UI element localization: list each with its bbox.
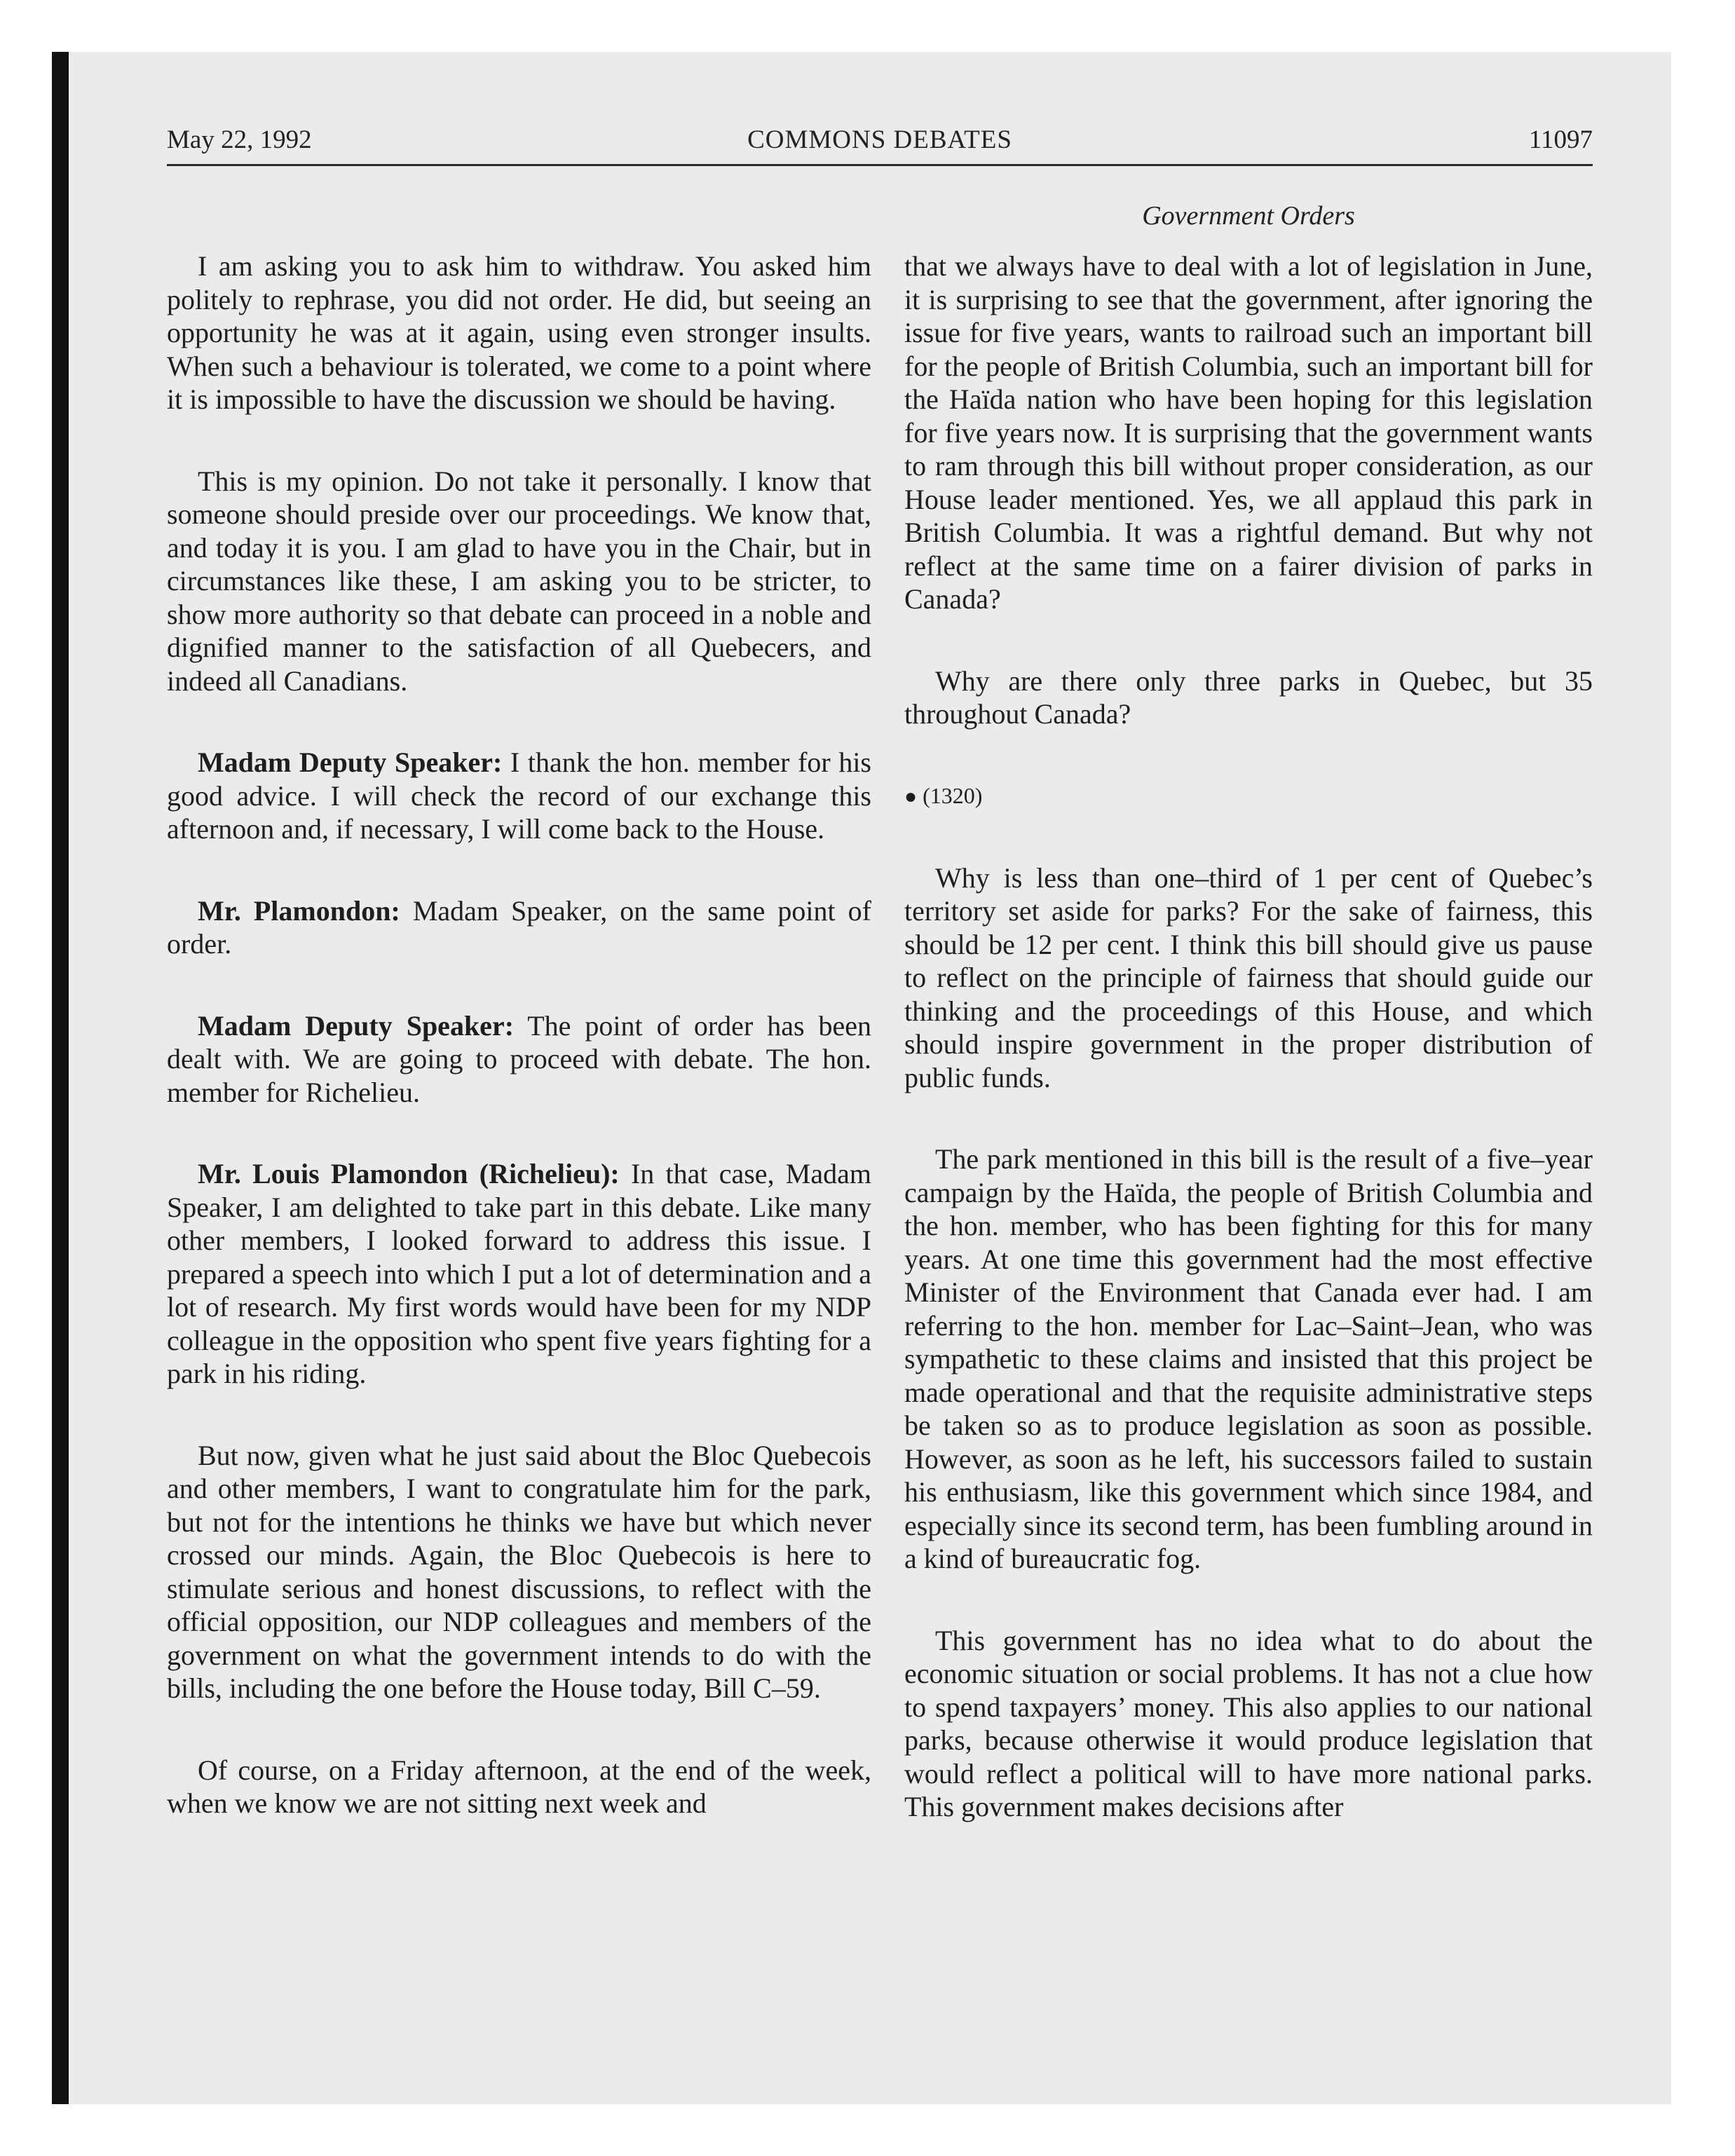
paragraph-text: But now, given what he just said about the Bloc Quebecois and other members, I want to congratulate him for the park, but not for the intentions he thinks we have but which never crossed our minds. Again, the Bloc Quebecois is here to stimulate serious and honest discussions, to reflect with the official opposition, our NDP colleagues and members of the government on what the government intends to do with the bills, including the one before the House today, Bill C–59. <box>167 1439 871 1704</box>
paragraph: This government has no idea what to do about the economic situation or social problems. It has not a clue how to spend taxpayers’ money. This also applies to our national parks, because otherwise it would produce legislation that would reflect a political will to have more national parks. This government makes decisions after <box>904 1624 1593 1822</box>
header-page-number: 11097 <box>1528 125 1593 154</box>
speaker-name: Mr. Plamondon: <box>198 894 400 927</box>
header-date: May 22, 1992 <box>167 125 312 154</box>
paragraph <box>167 1754 871 1820</box>
paragraph <box>167 1439 871 1705</box>
paragraph: Why is less than one–third of 1 per cent of Quebec’s territory set aside for parks? For the sake of fairness, this should be 12 per cent. I think this bill should give us pause to reflect on the principle of fairness that should guide our thinking and the proceedings of this House, and which should inspire government in the proper distribution of public funds. <box>904 861 1593 1093</box>
paragraph <box>167 250 871 416</box>
section-heading: Government Orders <box>1142 201 1355 231</box>
header-rule <box>167 164 1593 166</box>
paragraph <box>167 1157 871 1391</box>
paragraph-text: The point of order has been dealt with. We are going to proceed with debate. The hon. member for Richelieu. <box>167 1009 872 1108</box>
paragraph <box>167 465 871 698</box>
time-marker <box>904 779 1593 813</box>
speaker-name: Madam Deputy Speaker: <box>198 746 503 778</box>
page-header <box>167 125 1593 160</box>
speaker-name: Mr. Louis Plamondon (Richelieu): <box>198 1158 620 1189</box>
paragraph-text: Madam Speaker, on the same point of order. <box>167 894 872 960</box>
header-title: COMMONS DEBATES <box>747 125 1012 154</box>
scan-border <box>52 52 69 2104</box>
paragraph <box>167 1009 871 1110</box>
paragraph: The park mentioned in this bill is the result of a five–year campaign by the Haïda, the people of British Columbia and the hon. member, who has been fighting for this for many years. At one time this government had the most effective Minister of the Environment that Canada ever had. I am referring to the hon. member for Lac–Saint–Jean, who was sympathetic to these claims and insisted that this project be made operational and that the requisite administrative steps be taken so as to produce legislation as soon as possible. However, as soon as he left, his successors failed to sustain his enthusiasm, like this government which since 1984, and especially since its second term, has been fumbling around in a kind of bureaucratic fog. <box>904 1143 1593 1574</box>
paragraph <box>167 894 871 961</box>
bullet-icon: ● <box>904 784 918 808</box>
paragraph-text: In that case, Madam Speaker, I am delighted to take part in this debate. Like many other members, I looked forward to address this issue. I prepared a speech into which I put a lot of determination and a lot of research. My first words would have been for my NDP colleague in the opposition who spent five years fighting for a park in his riding. <box>167 1158 871 1389</box>
paragraph-continued: that we always have to deal with a lot of legislation in June, it is surprising to see that the government, after ignoring the issue for five years, wants to railroad such an important bill for the people of British Columbia, such an important bill for the Haïda nation who have been hoping for this legislation for five years now. It is surprising that the government wants to ram through this bill without proper consideration, as our House leader mentioned. Yes, we all applaud this park in British Columbia. It was a rightful demand. But why not reflect at the same time on a fairer division of parks in Canada? <box>904 250 1593 615</box>
paragraph-text: I am asking you to ask him to withdraw. You asked him politely to rephrase, you did not order. He did, but seeing an opportunity he was at it again, using even stronger insults. When such a behaviour is tolerated, we come to a point where it is impossible to have the discussion we should be having. <box>167 250 871 415</box>
speaker-name: Madam Deputy Speaker: <box>198 1009 515 1042</box>
left-column <box>167 250 871 1869</box>
right-column <box>904 250 1593 1872</box>
paragraph <box>167 746 871 846</box>
paragraph: Why are there only three parks in Quebec, but 35 throughout Canada? <box>904 664 1593 730</box>
paragraph-text: Of course, on a Friday afternoon, at the end of the week, when we know we are not sitting next week and <box>167 1754 871 1819</box>
paragraph-text: I thank the hon. member for his good advice. I will check the record of our exchange this afternoon and, if necessary, I will come back to the House. <box>167 746 871 845</box>
paragraph-text: This is my opinion. Do not take it personally. I know that someone should preside over our proceedings. We know that, and today it is you. I am glad to have you in the Chair, but in circumstances like these, I am asking you to be stricter, to show more authority so that debate can proceed in a noble and dignified manner to the satisfaction of all Quebecers, and indeed all Canadians. <box>167 465 871 697</box>
time-marker-text: (1320) <box>923 782 983 808</box>
